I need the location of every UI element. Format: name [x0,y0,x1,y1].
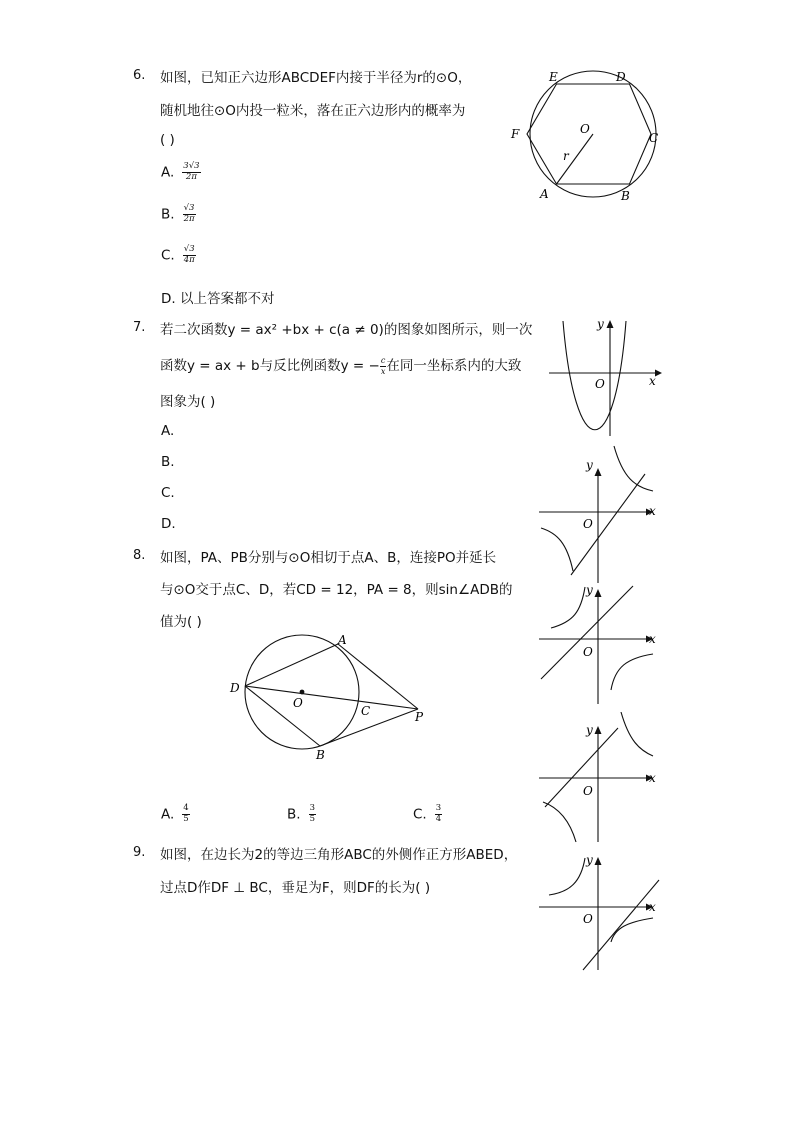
option-d-graph [535,850,665,972]
question-6-option-d[interactable] [161,287,274,307]
y-axis-arrow [595,857,602,865]
option-a-graph [535,443,665,585]
question-7-text-line2 [160,354,521,376]
label-o: O [293,696,303,710]
label-x: x [649,374,656,388]
label-f: F [511,127,520,141]
option-label: B. [161,206,175,223]
question-9-number: 9. [133,845,146,860]
hyperbola-branch-upper [549,858,585,895]
option-label: C. [161,247,175,264]
question-6-paren: ( ) [160,132,175,148]
question-7-option-c[interactable]: C. [161,485,175,501]
option-fraction [183,245,196,266]
radius-oa [557,134,594,184]
hyperbola-branch-upper [551,587,585,628]
y-axis-arrow [607,320,614,328]
option-fraction [182,804,189,825]
question-9-text-line1: 如图，在边长为2的等边三角形ABC的外侧作正方形ABED， [160,847,518,863]
option-label: C. [413,806,427,823]
fraction-denominator: 4π [183,254,195,265]
fraction-numerator: 3√3 [183,161,200,171]
fraction-denominator: 5 [183,813,189,824]
hexagon-in-circle-figure [505,62,665,210]
question-6-option-c[interactable] [161,245,196,266]
label-o: O [583,517,593,531]
question-9-text-line2: 过点D作DF ⊥ BC，垂足为F，则DF的长为( ) [160,880,431,896]
question-8-text-line2: 与⊙O交于点C、D，若CD = 12，PA = 8，则sin∠ADB的 [160,582,513,598]
question-8-number: 8. [133,548,146,563]
option-c-graph [535,712,665,844]
fraction-denominator: 2π [183,213,195,224]
center-point-o [300,690,305,695]
question-8-option-c[interactable] [413,804,442,825]
label-o: O [583,645,593,659]
line2-part1: 函数y = ax + b与反比例函数y = − [160,358,380,374]
question-7-option-b[interactable]: B. [161,454,175,470]
label-o: O [583,912,593,926]
fraction-numerator: c [380,356,386,366]
parabola-figure [545,316,665,441]
linear-function-line [541,586,633,679]
fraction-numerator: √3 [183,244,195,254]
fraction-numerator: 3 [435,803,442,813]
label-a: A [338,633,347,647]
label-y: y [586,583,593,597]
option-fraction [309,804,316,825]
question-6-option-b[interactable] [161,204,196,225]
question-8-text-line3: 值为( ) [160,614,202,630]
label-x: x [649,632,656,646]
question-8-text-line1: 如图，PA、PB分别与⊙O相切于点A、B，连接PO并延长 [160,550,497,566]
question-8-option-a[interactable] [161,804,190,825]
hyperbola-branch-upper [621,712,653,756]
label-c: C [649,131,659,145]
option-label: A. [161,164,175,181]
label-y: y [586,723,593,737]
line-dp [245,686,418,709]
y-axis-arrow [595,468,602,476]
option-fraction [182,162,200,183]
label-d: D [230,681,240,695]
option-label: D. [161,291,176,307]
label-b: B [621,189,630,203]
linear-function-line [583,880,659,970]
label-y: y [586,458,593,472]
question-6-text-line1: 如图，已知正六边形ABCDEF内接于半径为r的⊙O， [160,70,472,86]
question-7-option-a[interactable]: A. [161,423,175,439]
question-7-text-line1: 若二次函数y = ax² +bx + c(a ≠ 0)的图象如图所示，则一次 [160,322,533,338]
label-x: x [649,900,656,914]
hyperbola-branch-lower [543,802,576,842]
label-o: O [580,122,590,136]
question-7-number: 7. [133,320,146,335]
hyperbola-branch-lower [611,654,653,690]
parabola-curve [563,321,626,430]
label-b: B [316,748,325,762]
option-label: A. [161,806,175,823]
label-y: y [586,853,593,867]
fraction-numerator: 3 [309,803,315,813]
y-axis-arrow [595,726,602,734]
label-a: A [540,187,549,201]
question-8-option-b[interactable] [287,804,316,825]
label-y: y [597,317,604,331]
label-r: r [563,149,569,163]
line-da [245,644,338,686]
label-o: O [595,377,605,391]
option-fraction [435,804,442,825]
tangent-lines-figure [225,628,435,768]
question-6-option-a[interactable] [161,162,201,183]
fraction-denominator: 4 [435,813,442,824]
label-x: x [649,771,656,785]
hyperbola-branch-upper [614,446,653,491]
fraction-numerator: 4 [183,803,189,813]
hyperbola-branch-lower [541,528,573,571]
label-d: D [616,70,626,84]
x-axis-arrow [655,370,662,377]
label-c: C [361,704,371,718]
fraction-denominator: 5 [309,813,315,824]
question-7-option-d[interactable]: D. [161,516,176,532]
option-label: B. [287,806,301,823]
tangent-pa [338,644,418,709]
label-o: O [583,784,593,798]
label-p: P [415,710,424,724]
label-x: x [649,504,656,518]
fraction-denominator: x [380,366,386,376]
question-6-text-line2: 随机地往⊙O内投一粒米，落在正六边形内的概率为 [160,103,466,119]
option-fraction [183,204,196,225]
line2-part2: 在同一坐标系内的大致 [386,358,522,374]
linear-function-line [545,728,618,807]
label-e: E [549,70,558,84]
question-7-text-line3: 图象为( ) [160,394,216,410]
question-6-number: 6. [133,68,146,83]
fraction-numerator: √3 [183,203,195,213]
option-b-graph [535,582,665,707]
y-axis-arrow [595,589,602,597]
fraction-denominator: 2π [185,171,197,182]
option-text: 以上答案都不对 [179,291,275,307]
